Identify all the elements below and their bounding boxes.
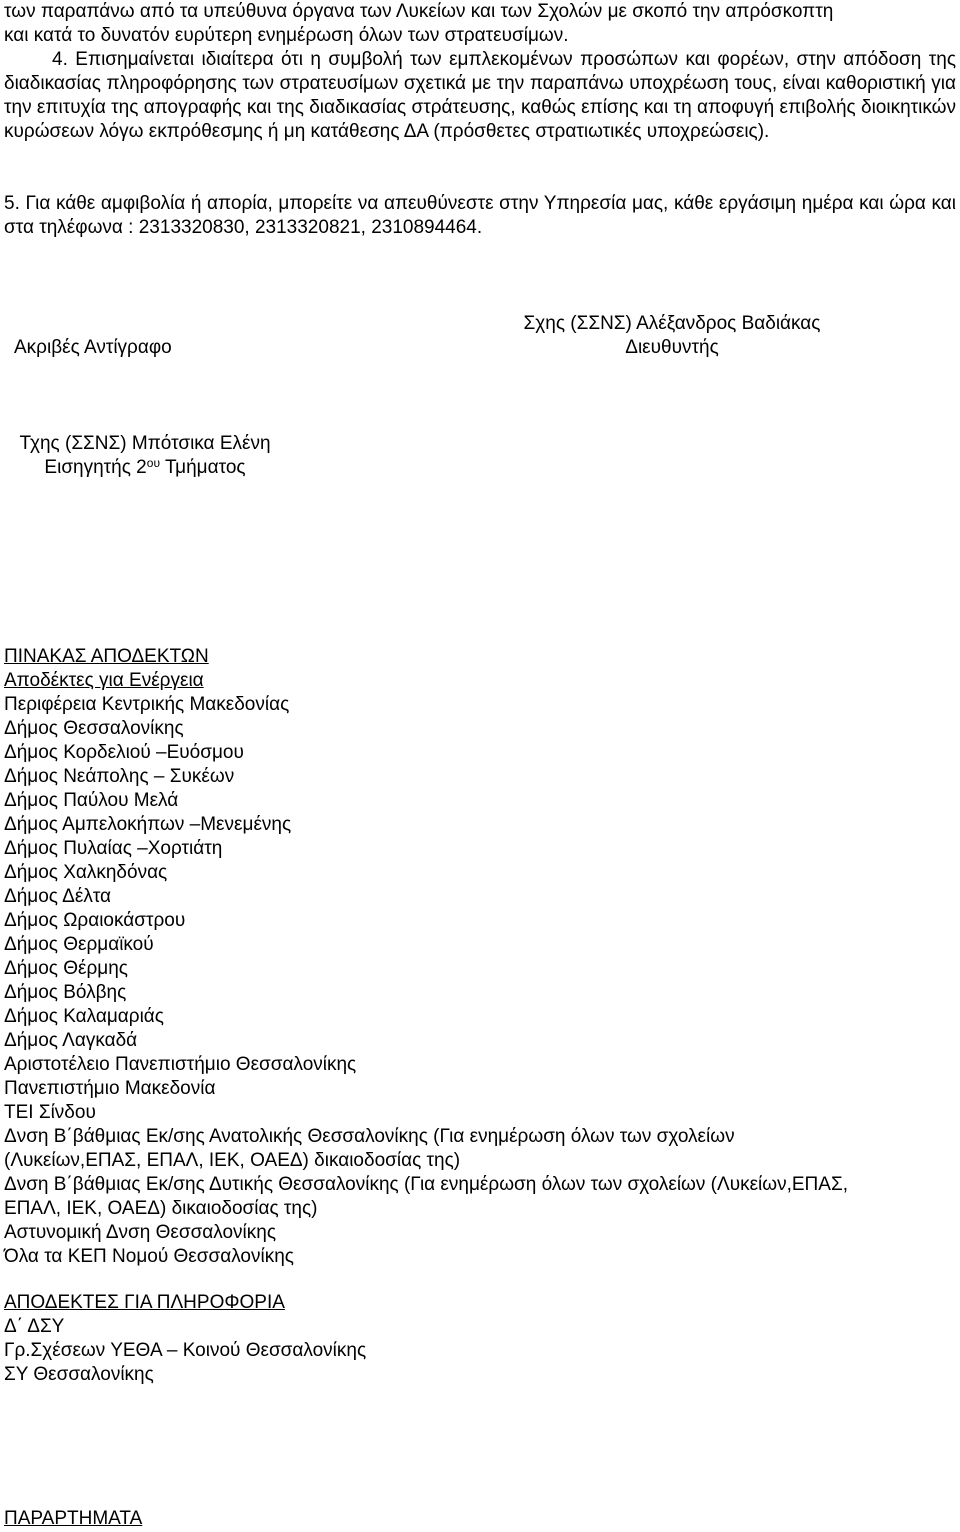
director-name: Σχης (ΣΣΝΣ) Αλέξανδρος Βαδιάκας [523,313,821,334]
list-item: Όλα τα ΚΕΠ Νομού Θεσσαλονίκης [4,1246,294,1267]
list-item: Δήμος Θεσσαλονίκης [4,718,184,739]
paragraph-4-number: 4. [52,49,68,70]
list-item: Δήμος Ωραιοκάστρου [4,910,186,931]
paragraph-5-number: 5. [4,193,20,214]
action-recipients-heading: Αποδέκτες για Ενέργεια [4,670,204,691]
list-item: Δήμος Παύλου Μελά [4,790,179,811]
list-item: ΤΕΙ Σίνδου [4,1102,96,1123]
list-item: Πανεπιστήμιο Μακεδονία [4,1078,216,1099]
list-item: Αριστοτέλειο Πανεπιστήμιο Θεσσαλονίκης [4,1054,357,1075]
list-item: Δήμος Κορδελιού –Ευόσμου [4,742,244,763]
rapporteur-title-post: Τμήματος [160,457,246,478]
list-item: Δήμος Χαλκηδόνας [4,862,168,883]
recipients-action-list [4,645,956,1269]
list-item: Δήμος Νεάπολης – Συκέων [4,766,235,787]
list-item: Αστυνομική Δνση Θεσσαλονίκης [4,1222,277,1243]
list-item: Δ΄ ΔΣΥ [4,1316,65,1337]
list-item: ΣΥ Θεσσαλονίκης [4,1364,154,1385]
rapporteur-name: Τχης (ΣΣΝΣ) Μπότσικα Ελένη [19,433,271,454]
rapporteur-title-pre: Εισηγητής 2 [44,457,147,478]
list-item: Δήμος Θέρμης [4,958,128,979]
list-item: Δήμος Λαγκαδά [4,1030,138,1051]
carryover-line-2: και κατά το δυνατόν ευρύτερη ενημέρωση όλων των στρατευσίμων. [4,25,569,46]
rapporteur-title-superscript: ου [146,456,161,470]
carryover-line-1: των παραπάνω από τα υπεύθυνα όργανα των Λυκείων και των Σχολών με σκοπό την απρόσκοπτη [4,1,834,22]
list-item: Γρ.Σχέσεων ΥΕΘΑ – Κοινού Θεσσαλονίκης [4,1340,367,1361]
true-copy-label: Ακριβές Αντίγραφο [14,337,172,358]
paragraph-4 [4,48,956,144]
list-item: Δνση Β΄βάθμιας Εκ/σης Δυτικής Θεσσαλονίκης (Για ενημέρωση όλων των σχολείων (Λυκείων,ΕΠΑΣ, ΕΠΑΛ, ΙΕΚ, ΟΑΕΔ) δικαιοδοσίας της) [4,1174,848,1219]
carryover-paragraph [4,0,956,48]
info-recipients-heading: ΑΠΟΔΕΚΤΕΣ ΓΙΑ ΠΛΗΡΟΦΟΡΙΑ [4,1292,285,1313]
director-title: Διευθυντής [625,337,719,358]
list-item: Δνση Β΄βάθμιας Εκ/σης Ανατολικής Θεσσαλονίκης (Για ενημέρωση όλων των σχολείων (Λυκείων,ΕΠΑΣ, ΕΠΑΛ, ΙΕΚ, ΟΑΕΔ) δικαιοδοσίας της) [4,1126,735,1171]
paragraph-5-text: Για κάθε αμφιβολία ή απορία, μπορείτε να απευθύνεστε στην Υπηρεσία μας, κάθε εργάσιμη ημέρα και ώρα και στα τηλέφωνα : 2313320830, 2313320821, 2310894464. [4,193,957,238]
list-item: Δήμος Δέλτα [4,886,112,907]
annex-heading: ΠΑΡΑΡΤΗΜΑΤΑ [4,1508,143,1529]
recipients-heading: ΠΙΝΑΚΑΣ ΑΠΟΔΕΚΤΩΝ [4,646,209,667]
rapporteur-block [0,432,290,480]
list-item: Δήμος Θερμαϊκού [4,934,154,955]
list-item: Περιφέρεια Κεντρικής Μακεδονίας [4,694,290,715]
recipients-info-list [4,1291,956,1387]
rapporteur-title [0,456,290,480]
paragraph-4-text: Επισημαίνεται ιδιαίτερα ότι η συμβολή των εμπλεκομένων προσώπων και φορέων, στην απόδοση της διαδικασίας πληροφόρησης των στρατευσίμων σχετικά με την παραπάνω υποχρέωση τους, είναι καθοριστική για την επιτυχία της απογραφής και της διαδικασίας στράτευσης, καθώς επίσης και τη αποφυγή επιβολής διοικητικών κυρώσεων λόγω εκπρόθεσμης ή μη κατάθεσης ΔΑ (πρόσθετες στρατιωτικές υποχρεώσεις). [4,49,956,142]
list-item: Δήμος Καλαμαριάς [4,1006,164,1027]
list-item: Δήμος Βόλβης [4,982,127,1003]
director-signature-block [497,312,847,360]
list-item: Δήμος Πυλαίας –Χορτιάτη [4,838,223,859]
list-item: Δήμος Αμπελοκήπων –Μενεμένης [4,814,292,835]
paragraph-5 [4,192,956,240]
